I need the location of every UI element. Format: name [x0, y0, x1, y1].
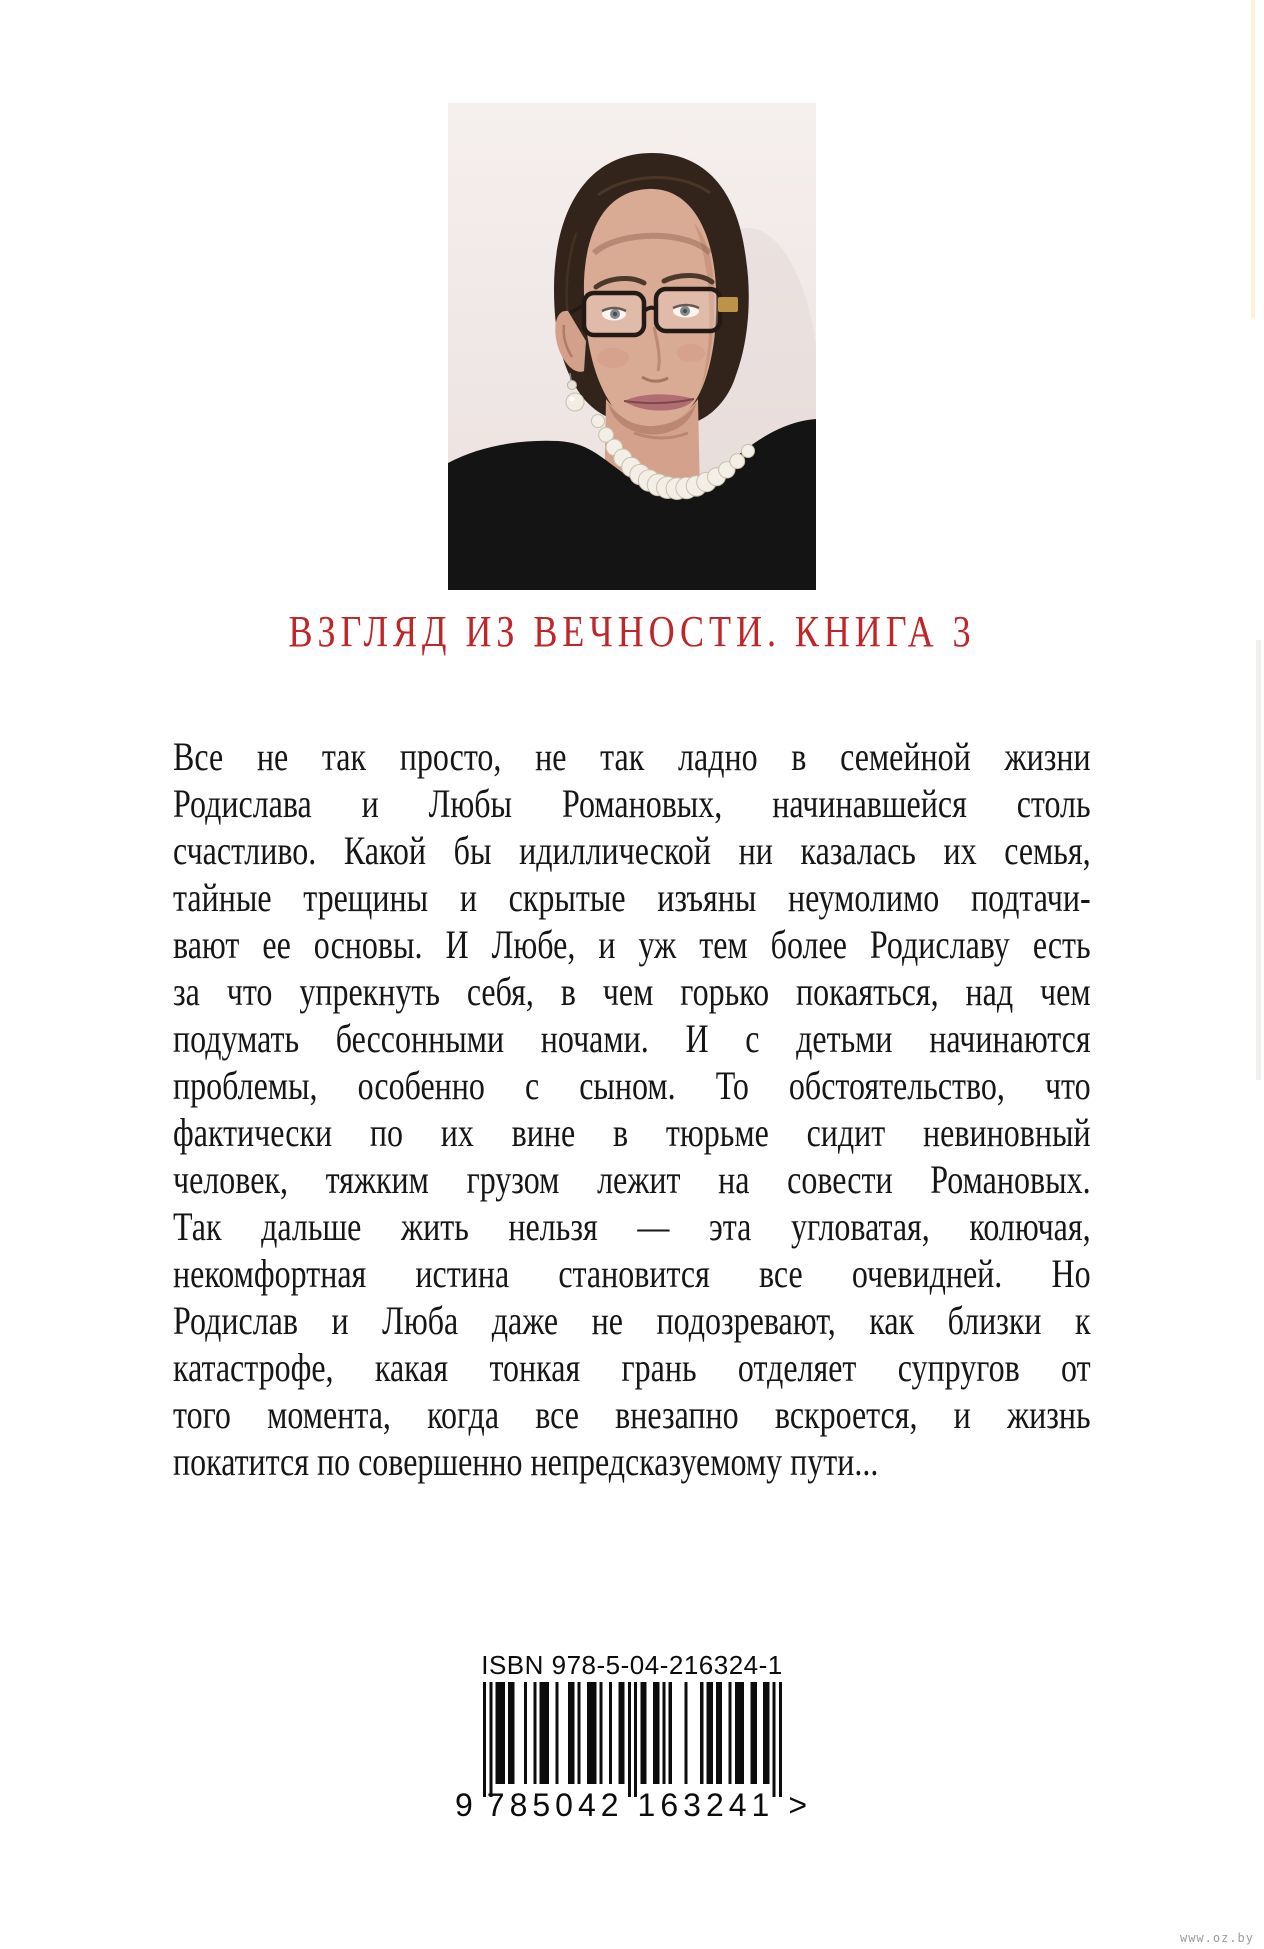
annotation-line: проблемы, особенно с сыном. То обстоятельство, что	[173, 1063, 1091, 1108]
annotation-line: за что упрекнуть себя, в чем горько покаяться, над чем	[173, 969, 1091, 1014]
barcode-bar	[773, 1682, 776, 1797]
pearl	[742, 445, 755, 458]
ean13-barcode	[483, 1682, 782, 1797]
barcode-bar	[779, 1682, 782, 1797]
annotation-line: покатится по совершенно непредсказуемому пути...	[173, 1439, 879, 1484]
barcode-bar	[599, 1682, 602, 1784]
author-portrait-image	[448, 103, 816, 590]
scan-artifact	[1256, 640, 1261, 1080]
annotation-line: счастливо. Какой бы идиллической ни казалась их семья,	[173, 828, 1091, 873]
barcode-bar	[628, 1682, 631, 1797]
annotation-line: человек, тяжким грузом лежит на совести Романовых.	[173, 1157, 1091, 1202]
barcode-bar	[609, 1682, 612, 1784]
annotation-line: Родислава и Любы Романовых, начинавшейся столь	[173, 781, 1091, 826]
barcode-bar	[587, 1682, 596, 1784]
annotation-line: подумать бессонными ночами. И с детьми начинаются	[173, 1016, 1091, 1061]
barcode-quiet-zone-mark: >	[788, 1787, 807, 1823]
barcode-bar	[653, 1682, 659, 1784]
barcode-bar	[618, 1682, 624, 1784]
annotation-line: вают ее основы. И Любе, и уж тем более Родиславу есть	[173, 922, 1091, 967]
barcode-bar	[577, 1682, 580, 1784]
barcode-bar	[735, 1682, 744, 1784]
barcode-digits-right: 163241	[637, 1787, 775, 1823]
barcode-bar	[496, 1682, 505, 1784]
isbn-label: ISBN 978-5-04-216324-1	[481, 1650, 783, 1680]
barcode-bar	[634, 1682, 637, 1797]
scan-artifact	[1251, 0, 1255, 318]
barcode-bar	[540, 1682, 549, 1784]
book-title: ВЗГЛЯД ИЗ ВЕЧНОСТИ. КНИГА 3	[288, 607, 976, 656]
author-photo	[448, 103, 816, 590]
barcode-bar	[508, 1682, 514, 1784]
watermark-oz-by: www.oz.by	[1179, 1931, 1254, 1945]
barcode-bar	[524, 1682, 527, 1784]
annotation-line: некомфортная истина становится все очевидней. Но	[173, 1251, 1091, 1296]
barcode-bar	[483, 1682, 486, 1797]
barcode-bar	[640, 1682, 646, 1784]
annotation-line: Родислав и Люба даже не подозревают, как близки к	[173, 1298, 1091, 1343]
annotation-line: того момента, когда все внезапно вскроется, и жизнь	[173, 1392, 1091, 1437]
barcode-bar	[751, 1682, 757, 1784]
pearl	[730, 454, 745, 469]
annotation-line: Все не так просто, не так ладно в семейной жизни	[173, 734, 1091, 779]
cheek-blush	[597, 348, 629, 368]
barcode-bar	[533, 1682, 536, 1784]
barcode-bar	[728, 1682, 731, 1784]
barcode-bar	[669, 1682, 672, 1784]
barcode-digit-system: 9	[455, 1787, 473, 1823]
cheek-blush	[677, 344, 705, 362]
annotation-line: Так дальше жить нельзя — эта угловатая, колючая,	[173, 1204, 1091, 1249]
barcode-bar	[763, 1682, 769, 1784]
barcode-bar	[700, 1682, 703, 1784]
annotation-line: катастрофе, какая тонкая грань отделяет супругов от	[173, 1345, 1091, 1390]
annotation-line: тайные трещины и скрытые изъяны неумолимо подтачи-	[173, 875, 1091, 920]
annotation-line: фактически по их вине в тюрьме сидит невиновный	[173, 1110, 1091, 1155]
annotation-text	[173, 733, 1091, 1485]
barcode-bar	[568, 1682, 574, 1784]
barcode-digits-left: 785042	[486, 1787, 624, 1823]
barcode-bar	[716, 1682, 722, 1784]
pearl	[592, 415, 605, 428]
barcode-digits	[455, 1788, 807, 1822]
barcode-bar	[555, 1682, 558, 1784]
barcode-bar	[684, 1682, 687, 1784]
barcode-bar	[706, 1682, 712, 1784]
barcode-bar	[662, 1682, 665, 1784]
barcode-bar	[489, 1682, 492, 1797]
